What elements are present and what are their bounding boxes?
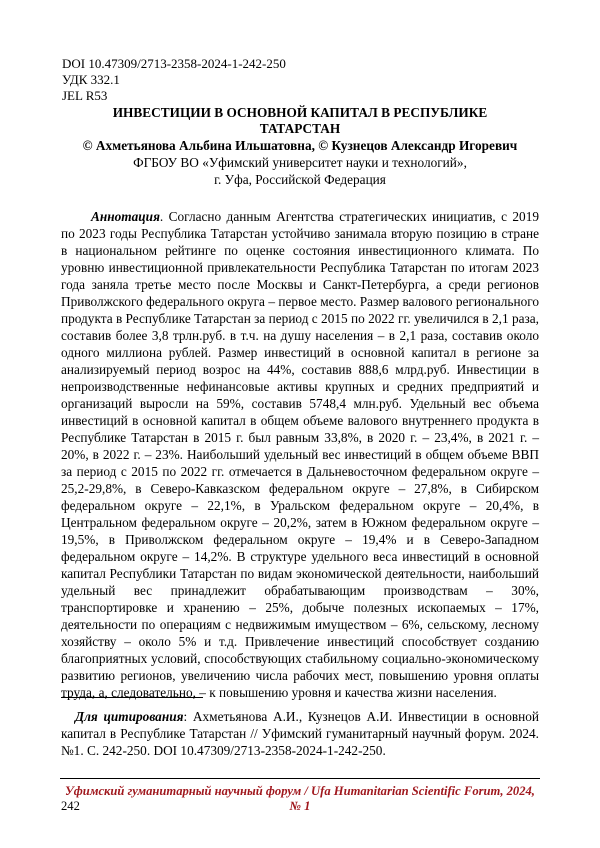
abstract-text: . Согласно данным Агентства стратегических инициатив, с 2019 по 2023 годы Республика Татарстан устойчиво занимала вторую позицию в стране в национальном рейтинге по оценке состояния инвестиционного климата. По уровню инвестиционной привлекательности Республика Татарстан по итогам 2023 года заняла третье место после Москвы и Санкт-Петербурга, а среди регионов Приволжского федерального округа – первое место. Размер валового регионального продукта в Республике Татарстан за период с 2015 по 2022 гг. увеличился в 2,1 раза, составив более 3,8 трлн.руб. в т.ч. на душу населения – в 2,1 раза, составив около одного миллиона рублей. Размер инвестиций в основной капитал в регионе за анализируемый период возрос на 44%, составив 888,6 млрд.руб. Инвестиции в непроизводственные нефинансовые активы крупных и средних предприятий и организаций выросли на 59%, составив 5748,4 млн.руб. Удельный вес объема инвестиций в основной капитал в общем объеме валового внутреннего продукта в Республике Татарстан в 2015 г. был равным 33,8%, в 2020 г. – 23,4%, в 2021 г. – 20%, в 2022 г. – 23%. Наибольший удельный вес инвестиций в общем объеме ВВП за период с 2015 по 2022 гг. отмечается в Дальневосточном федеральном округе – 25,2-29,8%, в Северо-Кавказском федеральном округе – 27,8%, в Сибирском федеральном округе – 22,1%, в Уральском федеральном округе – 20,4%, в Центральном федеральном округе – 20,2%, затем в Южном федеральном округе – 19,5%, в Приволжском федеральном округе – 19,4% и в Северо-Западном федеральном округе – 14,2%. В структуре удельного веса инвестиций в основной капитал Республики Татарстан по видам экономической деятельности, наибольший удельный вес принадлежит обрабатывающим производствам – 30%, транспортировке и хранению – 25%, добыче полезных ископаемых – 17%, деятельности по операциям с недвижимым имуществом – 6%, сельскому, лесному хозяйству – около 5% и т.д. Привлечение инвестиций способствует созданию благоприятных условий, способствующих стабильному социально-экономическому развитию регионов, увеличению числа рабочих мест, повышению уровня оплаты труда, а, следовательно, – к повышению уровня и качества жизни населения.	[61, 209, 539, 700]
affiliation-line-1: ФГБОУ ВО «Уфимский университет науки и технологий»,	[133, 155, 467, 170]
udk-line: УДК 332.1	[62, 72, 120, 87]
footnote-rule	[61, 697, 203, 698]
paper-title-line-2: ТАТАРСТАН	[259, 121, 341, 136]
journal-footer: Уфимский гуманитарный научный форум / Ufa Humanitarian Scientific Forum, 2024, № 1	[65, 784, 535, 813]
footer-rule	[60, 778, 540, 779]
abstract-label: Аннотация	[91, 209, 160, 224]
authors: © Ахметьянова Альбина Ильшатовна, © Кузнецов Александр Игоревич	[82, 138, 518, 153]
abstract	[61, 208, 539, 701]
citation-label: Для цитирования	[75, 709, 184, 724]
citation	[61, 708, 539, 759]
paper-title-line-1: ИНВЕСТИЦИИ В ОСНОВНОЙ КАПИТАЛ В РЕСПУБЛИКЕ	[112, 105, 488, 120]
page-number: 242	[61, 799, 80, 813]
jel-line: JEL R53	[62, 88, 108, 103]
affiliation-line-2: г. Уфа, Российской Федерация	[214, 172, 386, 187]
citation-text: : Ахметьянова А.И., Кузнецов А.И. Инвестиции в основной капитал в Республике Татарстан // Уфимский гуманитарный научный форум. 2024. №1. С. 242-250. DOI 10.47309/2713-2358-2024-1-242-250.	[61, 709, 539, 758]
doi-line: DOI 10.47309/2713-2358-2024-1-242-250	[62, 56, 286, 71]
